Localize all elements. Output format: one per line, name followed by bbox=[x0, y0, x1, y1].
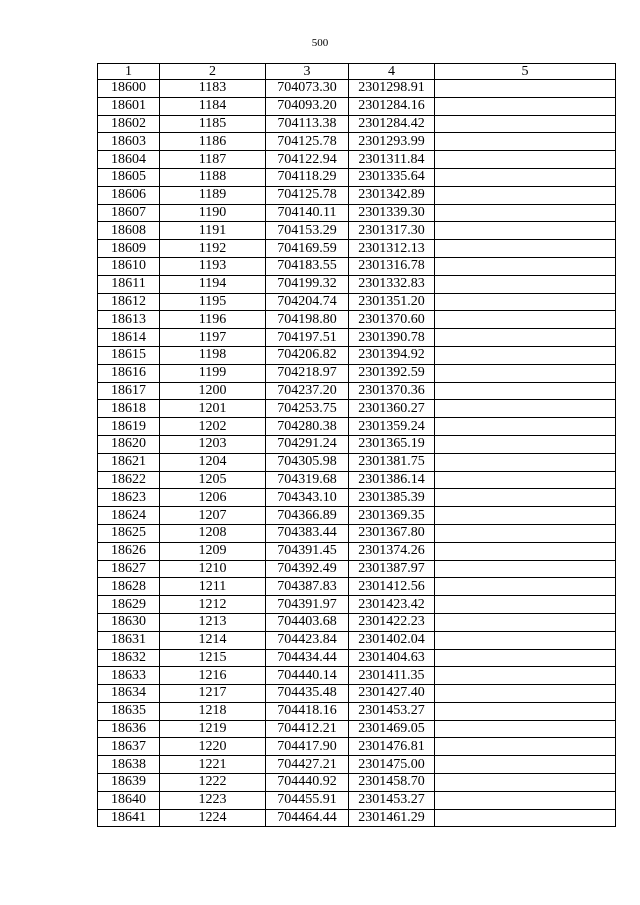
note-cell bbox=[435, 524, 616, 542]
point-number-cell: 18632 bbox=[98, 649, 160, 667]
index-cell: 1187 bbox=[160, 151, 266, 169]
column-header-2: 2 bbox=[160, 64, 266, 80]
table-row bbox=[98, 186, 616, 204]
table-row bbox=[98, 293, 616, 311]
note-cell bbox=[435, 685, 616, 703]
index-cell: 1221 bbox=[160, 756, 266, 774]
x-coordinate-cell: 704113.38 bbox=[266, 115, 349, 133]
point-number-cell: 18640 bbox=[98, 791, 160, 809]
x-coordinate-cell: 704198.80 bbox=[266, 311, 349, 329]
point-number-cell: 18626 bbox=[98, 542, 160, 560]
note-cell bbox=[435, 667, 616, 685]
y-coordinate-cell: 2301381.75 bbox=[349, 453, 435, 471]
note-cell bbox=[435, 489, 616, 507]
column-header-4: 4 bbox=[349, 64, 435, 80]
table-row bbox=[98, 257, 616, 275]
note-cell bbox=[435, 809, 616, 827]
index-cell: 1202 bbox=[160, 418, 266, 436]
point-number-cell: 18621 bbox=[98, 453, 160, 471]
point-number-cell: 18619 bbox=[98, 418, 160, 436]
x-coordinate-cell: 704218.97 bbox=[266, 364, 349, 382]
x-coordinate-cell: 704305.98 bbox=[266, 453, 349, 471]
point-number-cell: 18625 bbox=[98, 524, 160, 542]
index-cell: 1204 bbox=[160, 453, 266, 471]
index-cell: 1197 bbox=[160, 329, 266, 347]
y-coordinate-cell: 2301370.60 bbox=[349, 311, 435, 329]
x-coordinate-cell: 704206.82 bbox=[266, 346, 349, 364]
index-cell: 1220 bbox=[160, 738, 266, 756]
table-row bbox=[98, 560, 616, 578]
y-coordinate-cell: 2301475.00 bbox=[349, 756, 435, 774]
x-coordinate-cell: 704153.29 bbox=[266, 222, 349, 240]
index-cell: 1189 bbox=[160, 186, 266, 204]
table-row bbox=[98, 204, 616, 222]
note-cell bbox=[435, 97, 616, 115]
y-coordinate-cell: 2301461.29 bbox=[349, 809, 435, 827]
index-cell: 1218 bbox=[160, 702, 266, 720]
note-cell bbox=[435, 720, 616, 738]
point-number-cell: 18601 bbox=[98, 97, 160, 115]
table-row bbox=[98, 453, 616, 471]
note-cell bbox=[435, 471, 616, 489]
x-coordinate-cell: 704455.91 bbox=[266, 791, 349, 809]
table-row bbox=[98, 346, 616, 364]
index-cell: 1184 bbox=[160, 97, 266, 115]
y-coordinate-cell: 2301284.42 bbox=[349, 115, 435, 133]
table-row bbox=[98, 702, 616, 720]
table-row bbox=[98, 364, 616, 382]
note-cell bbox=[435, 649, 616, 667]
y-coordinate-cell: 2301476.81 bbox=[349, 738, 435, 756]
table-row bbox=[98, 578, 616, 596]
y-coordinate-cell: 2301458.70 bbox=[349, 774, 435, 792]
index-cell: 1210 bbox=[160, 560, 266, 578]
y-coordinate-cell: 2301422.23 bbox=[349, 613, 435, 631]
point-number-cell: 18634 bbox=[98, 685, 160, 703]
y-coordinate-cell: 2301335.64 bbox=[349, 168, 435, 186]
note-cell bbox=[435, 382, 616, 400]
x-coordinate-cell: 704093.20 bbox=[266, 97, 349, 115]
x-coordinate-cell: 704237.20 bbox=[266, 382, 349, 400]
index-cell: 1209 bbox=[160, 542, 266, 560]
x-coordinate-cell: 704125.78 bbox=[266, 133, 349, 151]
table-header-row bbox=[98, 64, 616, 80]
point-number-cell: 18637 bbox=[98, 738, 160, 756]
table-row bbox=[98, 115, 616, 133]
table-row bbox=[98, 80, 616, 98]
table-row bbox=[98, 435, 616, 453]
x-coordinate-cell: 704391.45 bbox=[266, 542, 349, 560]
note-cell bbox=[435, 738, 616, 756]
index-cell: 1188 bbox=[160, 168, 266, 186]
y-coordinate-cell: 2301412.56 bbox=[349, 578, 435, 596]
y-coordinate-cell: 2301453.27 bbox=[349, 702, 435, 720]
point-number-cell: 18620 bbox=[98, 435, 160, 453]
y-coordinate-cell: 2301370.36 bbox=[349, 382, 435, 400]
note-cell bbox=[435, 80, 616, 98]
point-number-cell: 18623 bbox=[98, 489, 160, 507]
x-coordinate-cell: 704319.68 bbox=[266, 471, 349, 489]
index-cell: 1186 bbox=[160, 133, 266, 151]
index-cell: 1224 bbox=[160, 809, 266, 827]
table-row bbox=[98, 524, 616, 542]
x-coordinate-cell: 704291.24 bbox=[266, 435, 349, 453]
index-cell: 1192 bbox=[160, 240, 266, 258]
y-coordinate-cell: 2301284.16 bbox=[349, 97, 435, 115]
point-number-cell: 18607 bbox=[98, 204, 160, 222]
point-number-cell: 18617 bbox=[98, 382, 160, 400]
x-coordinate-cell: 704140.11 bbox=[266, 204, 349, 222]
y-coordinate-cell: 2301453.27 bbox=[349, 791, 435, 809]
point-number-cell: 18613 bbox=[98, 311, 160, 329]
note-cell bbox=[435, 293, 616, 311]
note-cell bbox=[435, 791, 616, 809]
x-coordinate-cell: 704464.44 bbox=[266, 809, 349, 827]
table-row bbox=[98, 382, 616, 400]
point-number-cell: 18636 bbox=[98, 720, 160, 738]
point-number-cell: 18606 bbox=[98, 186, 160, 204]
point-number-cell: 18612 bbox=[98, 293, 160, 311]
index-cell: 1219 bbox=[160, 720, 266, 738]
table-row bbox=[98, 685, 616, 703]
y-coordinate-cell: 2301390.78 bbox=[349, 329, 435, 347]
x-coordinate-cell: 704387.83 bbox=[266, 578, 349, 596]
x-coordinate-cell: 704169.59 bbox=[266, 240, 349, 258]
x-coordinate-cell: 704199.32 bbox=[266, 275, 349, 293]
index-cell: 1213 bbox=[160, 613, 266, 631]
y-coordinate-cell: 2301411.35 bbox=[349, 667, 435, 685]
point-number-cell: 18629 bbox=[98, 596, 160, 614]
point-number-cell: 18600 bbox=[98, 80, 160, 98]
point-number-cell: 18635 bbox=[98, 702, 160, 720]
point-number-cell: 18605 bbox=[98, 168, 160, 186]
x-coordinate-cell: 704417.90 bbox=[266, 738, 349, 756]
note-cell bbox=[435, 364, 616, 382]
note-cell bbox=[435, 418, 616, 436]
index-cell: 1196 bbox=[160, 311, 266, 329]
note-cell bbox=[435, 186, 616, 204]
table-row bbox=[98, 720, 616, 738]
point-number-cell: 18611 bbox=[98, 275, 160, 293]
point-number-cell: 18622 bbox=[98, 471, 160, 489]
index-cell: 1195 bbox=[160, 293, 266, 311]
x-coordinate-cell: 704392.49 bbox=[266, 560, 349, 578]
index-cell: 1212 bbox=[160, 596, 266, 614]
y-coordinate-cell: 2301402.04 bbox=[349, 631, 435, 649]
table-row bbox=[98, 133, 616, 151]
point-number-cell: 18602 bbox=[98, 115, 160, 133]
index-cell: 1185 bbox=[160, 115, 266, 133]
index-cell: 1199 bbox=[160, 364, 266, 382]
point-number-cell: 18604 bbox=[98, 151, 160, 169]
x-coordinate-cell: 704122.94 bbox=[266, 151, 349, 169]
table-body bbox=[98, 80, 616, 827]
note-cell bbox=[435, 507, 616, 525]
table-row bbox=[98, 631, 616, 649]
note-cell bbox=[435, 240, 616, 258]
index-cell: 1190 bbox=[160, 204, 266, 222]
table-row bbox=[98, 613, 616, 631]
note-cell bbox=[435, 151, 616, 169]
point-number-cell: 18628 bbox=[98, 578, 160, 596]
point-number-cell: 18603 bbox=[98, 133, 160, 151]
x-coordinate-cell: 704204.74 bbox=[266, 293, 349, 311]
index-cell: 1207 bbox=[160, 507, 266, 525]
y-coordinate-cell: 2301332.83 bbox=[349, 275, 435, 293]
point-number-cell: 18638 bbox=[98, 756, 160, 774]
point-number-cell: 18641 bbox=[98, 809, 160, 827]
point-number-cell: 18615 bbox=[98, 346, 160, 364]
index-cell: 1208 bbox=[160, 524, 266, 542]
x-coordinate-cell: 704118.29 bbox=[266, 168, 349, 186]
x-coordinate-cell: 704435.48 bbox=[266, 685, 349, 703]
y-coordinate-cell: 2301359.24 bbox=[349, 418, 435, 436]
note-cell bbox=[435, 329, 616, 347]
index-cell: 1205 bbox=[160, 471, 266, 489]
point-number-cell: 18618 bbox=[98, 400, 160, 418]
y-coordinate-cell: 2301427.40 bbox=[349, 685, 435, 703]
y-coordinate-cell: 2301311.84 bbox=[349, 151, 435, 169]
point-number-cell: 18614 bbox=[98, 329, 160, 347]
note-cell bbox=[435, 542, 616, 560]
y-coordinate-cell: 2301385.39 bbox=[349, 489, 435, 507]
point-number-cell: 18631 bbox=[98, 631, 160, 649]
y-coordinate-cell: 2301293.99 bbox=[349, 133, 435, 151]
y-coordinate-cell: 2301374.26 bbox=[349, 542, 435, 560]
note-cell bbox=[435, 631, 616, 649]
table-row bbox=[98, 489, 616, 507]
index-cell: 1201 bbox=[160, 400, 266, 418]
column-header-1: 1 bbox=[98, 64, 160, 80]
x-coordinate-cell: 704418.16 bbox=[266, 702, 349, 720]
table-row bbox=[98, 471, 616, 489]
index-cell: 1198 bbox=[160, 346, 266, 364]
note-cell bbox=[435, 756, 616, 774]
y-coordinate-cell: 2301367.80 bbox=[349, 524, 435, 542]
y-coordinate-cell: 2301369.35 bbox=[349, 507, 435, 525]
note-cell bbox=[435, 311, 616, 329]
note-cell bbox=[435, 346, 616, 364]
table-row bbox=[98, 756, 616, 774]
x-coordinate-cell: 704253.75 bbox=[266, 400, 349, 418]
y-coordinate-cell: 2301339.30 bbox=[349, 204, 435, 222]
point-number-cell: 18616 bbox=[98, 364, 160, 382]
y-coordinate-cell: 2301469.05 bbox=[349, 720, 435, 738]
y-coordinate-cell: 2301394.92 bbox=[349, 346, 435, 364]
y-coordinate-cell: 2301317.30 bbox=[349, 222, 435, 240]
table-row bbox=[98, 151, 616, 169]
y-coordinate-cell: 2301404.63 bbox=[349, 649, 435, 667]
point-number-cell: 18627 bbox=[98, 560, 160, 578]
point-number-cell: 18633 bbox=[98, 667, 160, 685]
note-cell bbox=[435, 435, 616, 453]
point-number-cell: 18639 bbox=[98, 774, 160, 792]
table-row bbox=[98, 774, 616, 792]
table-row bbox=[98, 400, 616, 418]
column-header-3: 3 bbox=[266, 64, 349, 80]
index-cell: 1223 bbox=[160, 791, 266, 809]
point-number-cell: 18610 bbox=[98, 257, 160, 275]
note-cell bbox=[435, 115, 616, 133]
x-coordinate-cell: 704434.44 bbox=[266, 649, 349, 667]
table-row bbox=[98, 418, 616, 436]
y-coordinate-cell: 2301360.27 bbox=[349, 400, 435, 418]
x-coordinate-cell: 704391.97 bbox=[266, 596, 349, 614]
point-number-cell: 18630 bbox=[98, 613, 160, 631]
index-cell: 1215 bbox=[160, 649, 266, 667]
x-coordinate-cell: 704403.68 bbox=[266, 613, 349, 631]
x-coordinate-cell: 704427.21 bbox=[266, 756, 349, 774]
x-coordinate-cell: 704280.38 bbox=[266, 418, 349, 436]
coordinates-table bbox=[97, 63, 616, 827]
note-cell bbox=[435, 400, 616, 418]
y-coordinate-cell: 2301365.19 bbox=[349, 435, 435, 453]
y-coordinate-cell: 2301392.59 bbox=[349, 364, 435, 382]
x-coordinate-cell: 704440.92 bbox=[266, 774, 349, 792]
index-cell: 1216 bbox=[160, 667, 266, 685]
table-row bbox=[98, 596, 616, 614]
x-coordinate-cell: 704440.14 bbox=[266, 667, 349, 685]
x-coordinate-cell: 704412.21 bbox=[266, 720, 349, 738]
x-coordinate-cell: 704423.84 bbox=[266, 631, 349, 649]
point-number-cell: 18609 bbox=[98, 240, 160, 258]
note-cell bbox=[435, 596, 616, 614]
note-cell bbox=[435, 168, 616, 186]
note-cell bbox=[435, 133, 616, 151]
note-cell bbox=[435, 257, 616, 275]
index-cell: 1191 bbox=[160, 222, 266, 240]
note-cell bbox=[435, 702, 616, 720]
note-cell bbox=[435, 275, 616, 293]
index-cell: 1203 bbox=[160, 435, 266, 453]
y-coordinate-cell: 2301387.97 bbox=[349, 560, 435, 578]
table-row bbox=[98, 311, 616, 329]
y-coordinate-cell: 2301351.20 bbox=[349, 293, 435, 311]
x-coordinate-cell: 704183.55 bbox=[266, 257, 349, 275]
table-row bbox=[98, 507, 616, 525]
table-row bbox=[98, 791, 616, 809]
point-number-cell: 18624 bbox=[98, 507, 160, 525]
table-row bbox=[98, 222, 616, 240]
table-row bbox=[98, 329, 616, 347]
y-coordinate-cell: 2301312.13 bbox=[349, 240, 435, 258]
index-cell: 1206 bbox=[160, 489, 266, 507]
index-cell: 1222 bbox=[160, 774, 266, 792]
index-cell: 1214 bbox=[160, 631, 266, 649]
index-cell: 1193 bbox=[160, 257, 266, 275]
x-coordinate-cell: 704383.44 bbox=[266, 524, 349, 542]
table-row bbox=[98, 738, 616, 756]
table-row bbox=[98, 240, 616, 258]
table-row bbox=[98, 275, 616, 293]
note-cell bbox=[435, 578, 616, 596]
table-row bbox=[98, 667, 616, 685]
table-row bbox=[98, 168, 616, 186]
table-row bbox=[98, 809, 616, 827]
index-cell: 1183 bbox=[160, 80, 266, 98]
y-coordinate-cell: 2301298.91 bbox=[349, 80, 435, 98]
page-number: 500 bbox=[311, 37, 329, 49]
table-row bbox=[98, 649, 616, 667]
note-cell bbox=[435, 774, 616, 792]
index-cell: 1211 bbox=[160, 578, 266, 596]
note-cell bbox=[435, 453, 616, 471]
y-coordinate-cell: 2301316.78 bbox=[349, 257, 435, 275]
x-coordinate-cell: 704073.30 bbox=[266, 80, 349, 98]
index-cell: 1217 bbox=[160, 685, 266, 703]
note-cell bbox=[435, 204, 616, 222]
y-coordinate-cell: 2301423.42 bbox=[349, 596, 435, 614]
x-coordinate-cell: 704197.51 bbox=[266, 329, 349, 347]
point-number-cell: 18608 bbox=[98, 222, 160, 240]
note-cell bbox=[435, 222, 616, 240]
x-coordinate-cell: 704343.10 bbox=[266, 489, 349, 507]
y-coordinate-cell: 2301342.89 bbox=[349, 186, 435, 204]
y-coordinate-cell: 2301386.14 bbox=[349, 471, 435, 489]
note-cell bbox=[435, 560, 616, 578]
column-header-5: 5 bbox=[435, 64, 616, 80]
x-coordinate-cell: 704125.78 bbox=[266, 186, 349, 204]
x-coordinate-cell: 704366.89 bbox=[266, 507, 349, 525]
index-cell: 1200 bbox=[160, 382, 266, 400]
table-row bbox=[98, 542, 616, 560]
note-cell bbox=[435, 613, 616, 631]
table-row bbox=[98, 97, 616, 115]
index-cell: 1194 bbox=[160, 275, 266, 293]
